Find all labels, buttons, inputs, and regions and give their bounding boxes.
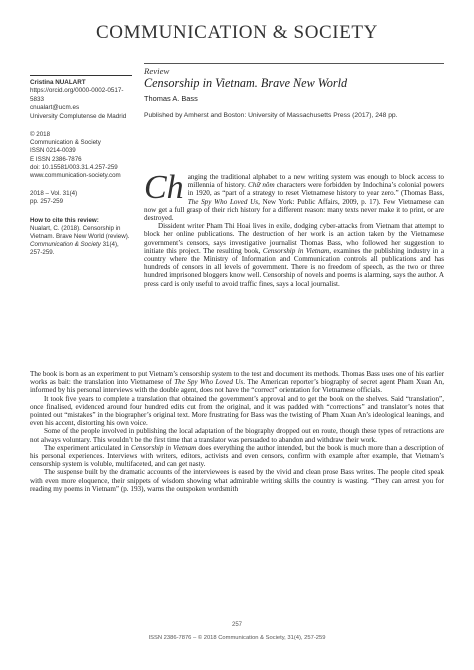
volume-info xyxy=(30,190,132,206)
publication-details: Published by Amherst and Boston: University of Massachusetts Press (2017), 248 pp. xyxy=(144,112,398,119)
p2-book-title: Censorship in Vietnam xyxy=(262,246,330,255)
p6-text-a: The experiment articulated in xyxy=(44,443,129,452)
citation-block xyxy=(30,217,132,258)
paragraph-4: It took five years to complete a translation that obtained the government’s approval and to get the book on the shelves. Said “translation”, once finalised, evidenced around four hundred edits cut from the original, and it was padded with “corrections” and translator’s notes that pointed out “mistakes” in the biographer’s original text. More frustrating for Bass was the twisting of Pham Xuan An’s ideological leanings, and even his accent, distorting his own voice. xyxy=(30,394,444,428)
paragraph-6 xyxy=(30,444,444,469)
sidebar-author-name: Cristina NUALART xyxy=(30,79,86,86)
p1-text-a: anging the traditional alphabet to a new writing system was enough to block access to millennia of history. xyxy=(187,173,444,190)
orcid-link[interactable]: https://orcid.org/0000-0002-0517-5833 xyxy=(30,87,124,103)
article-sidebar xyxy=(30,75,132,258)
copyright: © 2018 xyxy=(30,131,51,139)
article-title: Censorship in Vietnam. Brave New World xyxy=(144,76,348,90)
header-rule xyxy=(144,63,444,64)
p6-text-b: does everything the author intended, but the book is much more than a description of his personal experiences. Interviews with writers, editors, activists and even censors, confirm with example after example, that Vietnam’s censorship system is voluble, multifaceted, and can get nasty. xyxy=(30,443,444,469)
paragraph-3 xyxy=(30,370,444,395)
issn: ISSN 0214-0039 xyxy=(30,147,76,155)
citation-text xyxy=(30,225,132,258)
p3-text-a: The book is born as an experiment to put Vietnam’s censorship system to the test and document its methods. Thomas Bass uses one of his earlier works as bait: the translation into Vietnamese of xyxy=(30,370,444,387)
p1-book-title: The Spy Who Loved Us xyxy=(187,197,259,206)
sidebar-rule xyxy=(30,75,132,76)
drop-cap: Ch xyxy=(144,169,184,206)
article-header xyxy=(144,63,444,120)
copyright-journal: Communication & Society xyxy=(30,139,101,147)
footer-line: ISSN 2386-7876 – © 2018 Communication & Society, 31(4), 257-259 xyxy=(148,635,326,641)
website-link[interactable]: www.communication-society.com xyxy=(30,172,121,180)
p3-text-b: . The American reporter’s biography of secret agent Pham Xuan An, informed by his personal interviews with the double agent, does not have the “correct” orientation for Vietnamese officials. xyxy=(30,378,444,395)
p2-text-a: Dissident writer Pham Thi Hoai lives in exile, dodging cyber-attacks from Vietnam that attempt to block her online publications. The destruction of her work is an action taken by the Vietnamese government’s censors, says investigative journalist Thomas Bass, who followed her suggestion to initiate this project. The resulting book, xyxy=(144,222,444,255)
article-body-upper xyxy=(144,169,444,288)
p6-book-title: Censorship in Vietnam xyxy=(130,443,197,452)
journal-title: COMMUNICATION & SOCIETY xyxy=(96,22,378,43)
p1-text-b: characters were forbidden by Indochina’s colonial powers in 1920, as “part of a strategy to reset Vietnamese history to year zero.” (Thomas Bass, xyxy=(187,181,444,198)
article-body-lower xyxy=(30,370,444,493)
doi-link[interactable]: doi: 10.15581/003.31.4.257-259 xyxy=(30,163,118,171)
paragraph-2 xyxy=(144,222,444,288)
email-link[interactable]: cnualart@ucm.es xyxy=(30,104,80,112)
institution: University Complutense de Madrid xyxy=(30,112,127,120)
citation-journal: Communication & Society xyxy=(30,241,101,249)
page-range: pp. 257-259 xyxy=(30,198,64,206)
citation-main: Nualart, C. (2018). Censorship in Vietnam. Brave New World (review). xyxy=(30,224,130,241)
book-author: Thomas A. Bass xyxy=(144,94,198,103)
eissn: E ISSN 2386-7876 xyxy=(30,155,82,163)
p3-book-title: The Spy Who Loved Us xyxy=(174,378,244,387)
volume: 2018 – Vol. 31(4) xyxy=(30,190,78,198)
citation-heading: How to cite this review: xyxy=(30,216,99,224)
section-label: Review xyxy=(144,66,170,76)
p1-text-c: , New York: Public Affairs, 2009, p. 17). Few Vietnamese can now get a full grasp of their rich history for a different reason: many texts never make it to print, or are destroyed. xyxy=(144,197,444,223)
page-number: 257 xyxy=(231,622,242,628)
p1-term: Chữ nôm xyxy=(248,181,275,190)
citation-volume: 31(4), 257-259. xyxy=(30,241,119,257)
p2-text-b: , examines the publishing industry in a country where the Ministry of Information and Communication controls all publications and has hundreds of censors in all levels of government. There is no freedom of speech, as the two or three hundred imprisoned bloggers know well. Censorship of novels and poems is alarming, says the author. A press card is only useful to avoid traffic fines, says a local journalist. xyxy=(144,246,444,288)
paragraph-7: The suspense built by the dramatic accounts of the interviewees is eased by the vivid and clean prose Bass writes. The people cited speak with even more eloquence, their snippets of wisdom showing what admirable writing skills the country is wasting. “They can arrest you for reading my poems in Vietnam” (p. 193), warns the outspoken wordsmith xyxy=(30,468,444,493)
publication-info xyxy=(30,131,132,180)
paragraph-5: Some of the people involved in publishing the local adaptation of the biography dropped out en route, though these types of retractions are not always voluntary. This wouldn’t be the first time that a translator was persuaded to abandon and withdraw their work. xyxy=(30,427,444,444)
paragraph-1 xyxy=(144,169,444,223)
